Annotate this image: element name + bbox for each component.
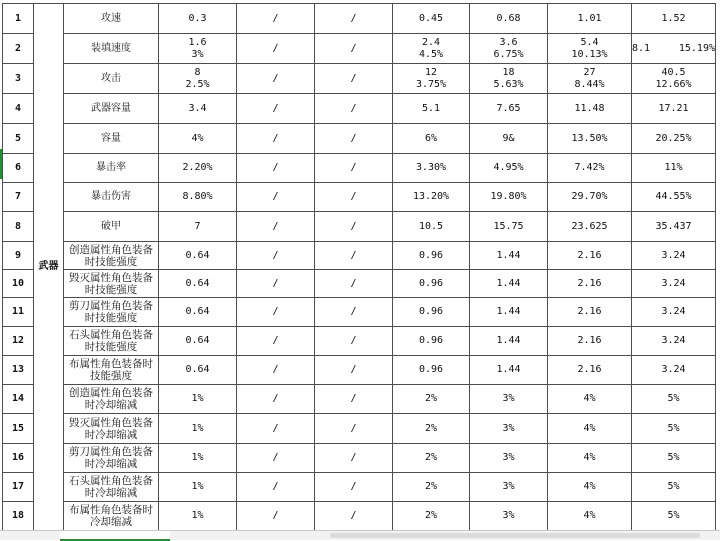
- empty-slash-cell[interactable]: /: [315, 444, 393, 473]
- table-row: [3, 385, 716, 414]
- level3-cell-value-1: 1.01: [577, 12, 602, 24]
- level1-cell-value-1: 0.96: [418, 249, 444, 261]
- base-cell[interactable]: [159, 385, 237, 414]
- level2-cell[interactable]: [470, 502, 548, 531]
- table-row: [3, 327, 716, 356]
- table-row: [3, 212, 716, 242]
- level4-cell-value-1: 5%: [667, 393, 680, 404]
- level2-cell[interactable]: [470, 64, 548, 94]
- level4-cell-value-2: 15.19%: [678, 42, 715, 54]
- level4-cell[interactable]: [632, 34, 716, 64]
- level4-cell-value-1: 1.52: [661, 12, 686, 24]
- stat-name-cell[interactable]: 毁灭属性角色装备时技能强度: [64, 270, 159, 298]
- empty-slash-cell[interactable]: /: [315, 34, 393, 64]
- level1-cell-value-1: 2%: [424, 452, 438, 463]
- stat-name-cell[interactable]: 石头属性角色装备时技能强度: [64, 327, 159, 356]
- level3-cell[interactable]: [548, 502, 632, 531]
- level1-cell-value-1: 0.96: [418, 364, 444, 375]
- base-cell-value-1: 1%: [191, 422, 204, 434]
- table-row: [3, 242, 716, 270]
- level4-cell[interactable]: [632, 94, 716, 124]
- empty-slash-cell[interactable]: /: [315, 473, 393, 502]
- level1-cell-value-1: 0.45: [418, 12, 444, 24]
- stat-name-cell[interactable]: 创造属性角色装备时冷却缩减: [64, 385, 159, 414]
- level4-cell-value-1: 5%: [667, 481, 680, 492]
- level2-cell[interactable]: [470, 327, 548, 356]
- empty-slash-cell[interactable]: /: [315, 327, 393, 356]
- empty-slash-cell[interactable]: /: [237, 94, 315, 124]
- level1-cell[interactable]: [393, 414, 470, 444]
- level3-cell-value-1: 2.16: [577, 277, 602, 289]
- stat-name-cell[interactable]: 破甲: [64, 212, 159, 242]
- base-cell-value-1: 0.64: [185, 277, 210, 289]
- level4-cell[interactable]: [632, 356, 716, 385]
- level1-cell-value-1: 2%: [424, 422, 438, 434]
- empty-slash-cell[interactable]: /: [237, 124, 315, 154]
- level2-cell-value-1: 1.44: [496, 249, 521, 261]
- empty-slash-cell[interactable]: /: [315, 124, 393, 154]
- level3-cell-value-1: 7.42%: [574, 162, 605, 173]
- base-cell-value-1: 1%: [191, 510, 204, 521]
- base-cell[interactable]: [159, 473, 237, 502]
- row-number: 10: [3, 270, 34, 298]
- level1-cell[interactable]: [393, 356, 470, 385]
- empty-slash-cell[interactable]: /: [315, 270, 393, 298]
- level4-cell[interactable]: [632, 327, 716, 356]
- empty-slash-cell[interactable]: /: [315, 212, 393, 242]
- level3-cell-value-2: 10.13%: [571, 48, 608, 60]
- level1-cell-value-2: 4.5%: [418, 48, 444, 60]
- empty-slash-cell[interactable]: /: [237, 34, 315, 64]
- level2-cell-value-1: 3.6: [499, 36, 518, 48]
- level2-cell[interactable]: [470, 183, 548, 212]
- level2-cell[interactable]: [470, 124, 548, 154]
- level4-cell[interactable]: [632, 4, 716, 34]
- level1-cell[interactable]: [393, 94, 470, 124]
- level2-cell-value-1: 3%: [502, 422, 515, 434]
- stat-name-cell[interactable]: 装填速度: [64, 34, 159, 64]
- level3-cell[interactable]: [548, 444, 632, 473]
- level2-cell-value-1: 1.44: [496, 306, 521, 317]
- stat-name-cell[interactable]: 布属性角色装备时冷却缩减: [64, 502, 159, 531]
- level2-cell-value-1: 4.95%: [493, 162, 524, 173]
- empty-slash-cell[interactable]: /: [237, 64, 315, 94]
- base-cell[interactable]: [159, 124, 237, 154]
- level2-cell-value-1: 1.44: [496, 277, 521, 289]
- level1-cell-value-1: 6%: [424, 132, 438, 144]
- level1-cell-value-1: 12: [424, 66, 438, 78]
- level1-cell-value-1: 10.5: [418, 220, 444, 232]
- empty-slash-cell[interactable]: /: [237, 183, 315, 212]
- stat-name-cell[interactable]: 攻击: [64, 64, 159, 94]
- level3-cell[interactable]: [548, 212, 632, 242]
- level3-cell-value-1: 2.16: [577, 335, 602, 346]
- empty-slash-cell[interactable]: /: [315, 154, 393, 183]
- level3-cell[interactable]: [548, 242, 632, 270]
- level2-cell-value-1: 1.44: [496, 335, 521, 346]
- level2-cell[interactable]: [470, 444, 548, 473]
- table-row: [3, 183, 716, 212]
- level4-cell-value-1: 20.25%: [655, 132, 692, 144]
- level3-cell-value-2: 8.44%: [574, 78, 605, 90]
- level4-cell[interactable]: [632, 124, 716, 154]
- level4-cell-value-1: 5%: [667, 510, 680, 521]
- base-cell-value-1: 1%: [191, 452, 204, 463]
- level4-cell-value-1: 3.24: [661, 306, 686, 317]
- level4-cell[interactable]: [632, 212, 716, 242]
- level4-cell[interactable]: [632, 444, 716, 473]
- base-cell[interactable]: [159, 64, 237, 94]
- level1-cell-value-2: 3.75%: [415, 78, 447, 90]
- level3-cell-value-1: 13.50%: [571, 132, 608, 144]
- level3-cell[interactable]: [548, 154, 632, 183]
- base-cell-value-1: 1%: [191, 481, 204, 492]
- row-number: 4: [3, 94, 34, 124]
- level4-cell-value-1: 5%: [667, 422, 680, 434]
- row-number: 5: [3, 124, 34, 154]
- level4-cell-value-1: 3.24: [661, 249, 686, 261]
- level2-cell[interactable]: [470, 298, 548, 327]
- level3-cell[interactable]: [548, 298, 632, 327]
- empty-slash-cell[interactable]: /: [315, 298, 393, 327]
- table-row: [3, 154, 716, 183]
- base-cell-value-1: 7: [194, 220, 201, 232]
- level3-cell-value-1: 11.48: [574, 102, 605, 114]
- level3-cell-value-1: 4%: [583, 393, 596, 404]
- level2-cell-value-2: 6.75%: [493, 48, 524, 60]
- level1-cell-value-1: 2%: [424, 481, 438, 492]
- table-row: [3, 270, 716, 298]
- level3-cell-value-1: 4%: [583, 422, 596, 434]
- level3-cell[interactable]: [548, 64, 632, 94]
- level2-cell-value-1: 3%: [502, 393, 515, 404]
- level1-cell[interactable]: [393, 502, 470, 531]
- empty-slash-cell[interactable]: /: [237, 327, 315, 356]
- level3-cell[interactable]: [548, 356, 632, 385]
- level2-cell[interactable]: [470, 356, 548, 385]
- empty-slash-cell[interactable]: /: [237, 444, 315, 473]
- row-number: 16: [3, 444, 34, 473]
- base-cell-value-1: 8: [194, 66, 201, 78]
- level4-cell-value-1: 40.5: [661, 66, 686, 78]
- level2-cell-value-1: 19.80%: [490, 191, 527, 202]
- level3-cell-value-1: 5.4: [580, 36, 599, 48]
- level1-cell[interactable]: [393, 4, 470, 34]
- empty-slash-cell[interactable]: /: [237, 414, 315, 444]
- empty-slash-cell[interactable]: /: [315, 242, 393, 270]
- level4-cell[interactable]: [632, 64, 716, 94]
- level1-cell[interactable]: [393, 473, 470, 502]
- base-cell-value-1: 1.6: [188, 36, 207, 48]
- empty-slash-cell[interactable]: /: [237, 270, 315, 298]
- level1-cell-value-1: 2%: [424, 510, 438, 521]
- table-row: [3, 124, 716, 154]
- level1-cell[interactable]: [393, 242, 470, 270]
- base-cell[interactable]: [159, 444, 237, 473]
- level3-cell-value-1: 29.70%: [571, 191, 608, 202]
- level4-cell[interactable]: [632, 242, 716, 270]
- level1-cell[interactable]: [393, 298, 470, 327]
- base-cell[interactable]: [159, 270, 237, 298]
- stat-name-cell[interactable]: 武器容量: [64, 94, 159, 124]
- stat-name-cell[interactable]: 剪刀属性角色装备时冷却缩减: [64, 444, 159, 473]
- level1-cell[interactable]: [393, 270, 470, 298]
- stat-name-cell[interactable]: 暴击伤害: [64, 183, 159, 212]
- table-row: [3, 94, 716, 124]
- level4-cell-value-1: 5%: [667, 452, 680, 463]
- empty-slash-cell[interactable]: /: [237, 502, 315, 531]
- row-number: 3: [3, 64, 34, 94]
- empty-slash-cell[interactable]: /: [315, 4, 393, 34]
- level2-cell[interactable]: [470, 94, 548, 124]
- level1-cell-value-1: 0.96: [418, 277, 444, 289]
- base-cell[interactable]: [159, 327, 237, 356]
- stat-name-cell[interactable]: 剪刀属性角色装备时技能强度: [64, 298, 159, 327]
- empty-slash-cell[interactable]: /: [237, 385, 315, 414]
- row-number: 17: [3, 473, 34, 502]
- level1-cell-value-1: 2.4: [421, 36, 441, 48]
- table-row: [3, 444, 716, 473]
- empty-slash-cell[interactable]: /: [315, 385, 393, 414]
- level4-cell[interactable]: [632, 270, 716, 298]
- level4-cell[interactable]: [632, 154, 716, 183]
- level2-cell-value-1: 9&: [502, 132, 515, 144]
- level3-cell[interactable]: [548, 183, 632, 212]
- stat-name-cell[interactable]: 攻速: [64, 4, 159, 34]
- empty-slash-cell[interactable]: /: [237, 154, 315, 183]
- base-cell[interactable]: [159, 502, 237, 531]
- base-cell[interactable]: [159, 414, 237, 444]
- level2-cell-value-1: 1.44: [496, 364, 521, 375]
- empty-slash-cell[interactable]: /: [237, 4, 315, 34]
- row-number: 1: [3, 4, 34, 34]
- level4-cell-value-1: 3.24: [661, 335, 686, 346]
- category-cell[interactable]: 武器: [34, 4, 64, 531]
- base-cell-value-1: 0.64: [185, 335, 210, 346]
- level3-cell[interactable]: [548, 473, 632, 502]
- level3-cell[interactable]: [548, 34, 632, 64]
- base-cell-value-1: 8.80%: [182, 191, 213, 202]
- level1-cell[interactable]: [393, 154, 470, 183]
- level3-cell-value-1: 4%: [583, 510, 596, 521]
- row-number: 2: [3, 34, 34, 64]
- level2-cell-value-1: 18: [502, 66, 515, 78]
- level4-cell-value-1: 3.24: [661, 364, 686, 375]
- empty-slash-cell[interactable]: /: [315, 94, 393, 124]
- level1-cell[interactable]: [393, 212, 470, 242]
- stat-name-cell[interactable]: 创造属性角色装备时技能强度: [64, 242, 159, 270]
- table-row: [3, 34, 716, 64]
- level2-cell-value-1: 15.75: [493, 220, 524, 232]
- level2-cell[interactable]: [470, 473, 548, 502]
- level1-cell[interactable]: [393, 34, 470, 64]
- base-cell[interactable]: [159, 212, 237, 242]
- base-cell-value-1: 3.4: [188, 102, 207, 114]
- level3-cell[interactable]: [548, 385, 632, 414]
- table-row: [3, 414, 716, 444]
- stat-name-cell[interactable]: 布属性角色装备时技能强度: [64, 356, 159, 385]
- table-row: [3, 298, 716, 327]
- level2-cell-value-2: 5.63%: [493, 78, 524, 90]
- level4-cell-value-1: 44.55%: [655, 191, 692, 202]
- empty-slash-cell[interactable]: /: [237, 298, 315, 327]
- base-cell-value-1: 0.64: [185, 306, 210, 317]
- level4-cell[interactable]: [632, 385, 716, 414]
- row-number: 11: [3, 298, 34, 327]
- level2-cell-value-1: 3%: [502, 481, 515, 492]
- level4-cell[interactable]: [632, 298, 716, 327]
- level4-cell-value-1: 35.437: [655, 220, 692, 232]
- level2-cell-value-1: 3%: [502, 452, 515, 463]
- level3-cell[interactable]: [548, 327, 632, 356]
- level1-cell-value-1: 0.96: [418, 335, 444, 346]
- base-cell[interactable]: [159, 356, 237, 385]
- level3-cell-value-1: 4%: [583, 481, 596, 492]
- level1-cell[interactable]: [393, 64, 470, 94]
- level3-cell[interactable]: [548, 270, 632, 298]
- base-cell-value-2: 2.5%: [185, 78, 210, 90]
- level3-cell-value-1: 27: [583, 66, 596, 78]
- level2-cell-value-1: 0.68: [496, 12, 521, 24]
- level4-cell[interactable]: [632, 183, 716, 212]
- level3-cell[interactable]: [548, 4, 632, 34]
- level3-cell[interactable]: [548, 414, 632, 444]
- level1-cell[interactable]: [393, 124, 470, 154]
- empty-slash-cell[interactable]: /: [237, 473, 315, 502]
- level2-cell[interactable]: [470, 154, 548, 183]
- empty-slash-cell[interactable]: /: [315, 502, 393, 531]
- level1-cell[interactable]: [393, 444, 470, 473]
- row-number: 13: [3, 356, 34, 385]
- level1-cell-value-1: 2%: [424, 393, 438, 404]
- level2-cell-value-1: 3%: [502, 510, 515, 521]
- level2-cell[interactable]: [470, 34, 548, 64]
- row-number: 7: [3, 183, 34, 212]
- level1-cell-value-1: 5.1: [421, 102, 441, 114]
- level2-cell-value-1: 7.65: [496, 102, 521, 114]
- empty-slash-cell[interactable]: /: [315, 414, 393, 444]
- base-cell[interactable]: [159, 34, 237, 64]
- empty-slash-cell[interactable]: /: [315, 64, 393, 94]
- level3-cell-value-1: 4%: [583, 452, 596, 463]
- level4-cell-value-1: 8.1: [632, 42, 651, 54]
- level4-cell-value-1: 3.24: [661, 277, 686, 289]
- stat-name-cell[interactable]: 暴击率: [64, 154, 159, 183]
- row-number: 9: [3, 242, 34, 270]
- base-cell[interactable]: [159, 94, 237, 124]
- level2-cell[interactable]: [470, 414, 548, 444]
- base-cell[interactable]: [159, 154, 237, 183]
- level4-cell[interactable]: [632, 414, 716, 444]
- empty-slash-cell[interactable]: /: [315, 183, 393, 212]
- level1-cell-value-1: 13.20%: [412, 191, 450, 202]
- level2-cell[interactable]: [470, 212, 548, 242]
- row-number: 8: [3, 212, 34, 242]
- stat-name-cell[interactable]: 石头属性角色装备时冷却缩减: [64, 473, 159, 502]
- level3-cell-value-1: 23.625: [571, 220, 608, 232]
- row-number: 15: [3, 414, 34, 444]
- row-number: 6: [3, 154, 34, 183]
- level1-cell[interactable]: [393, 183, 470, 212]
- base-cell-value-1: 2.20%: [182, 162, 213, 173]
- empty-slash-cell[interactable]: /: [237, 212, 315, 242]
- level3-cell[interactable]: [548, 94, 632, 124]
- row-number: 14: [3, 385, 34, 414]
- sheet-tab[interactable]: [60, 531, 170, 541]
- level2-cell[interactable]: [470, 385, 548, 414]
- level3-cell-value-1: 2.16: [577, 249, 602, 261]
- base-cell-value-1: 0.64: [185, 364, 210, 375]
- empty-slash-cell[interactable]: /: [315, 356, 393, 385]
- empty-slash-cell[interactable]: /: [237, 356, 315, 385]
- stat-name-cell[interactable]: 毁灭属性角色装备时冷却缩减: [64, 414, 159, 444]
- base-cell[interactable]: [159, 4, 237, 34]
- weapon-stats-table: [2, 3, 716, 531]
- table-row: [3, 4, 716, 34]
- table-row: [3, 502, 716, 531]
- level2-cell[interactable]: [470, 242, 548, 270]
- level1-cell-value-1: 0.96: [418, 306, 444, 317]
- table-row: [3, 473, 716, 502]
- level1-cell[interactable]: [393, 327, 470, 356]
- row-number: 18: [3, 502, 34, 531]
- level2-cell[interactable]: [470, 270, 548, 298]
- level4-cell-value-2: 12.66%: [655, 78, 692, 90]
- base-cell[interactable]: [159, 242, 237, 270]
- base-cell[interactable]: [159, 183, 237, 212]
- table-row: [3, 356, 716, 385]
- level2-cell[interactable]: [470, 4, 548, 34]
- level4-cell[interactable]: [632, 502, 716, 531]
- base-cell-value-1: 1%: [191, 393, 204, 404]
- base-cell-value-1: 0.3: [188, 12, 207, 24]
- horizontal-scrollbar[interactable]: [330, 533, 700, 538]
- base-cell-value-2: 3%: [191, 48, 204, 60]
- stat-name-cell[interactable]: 容量: [64, 124, 159, 154]
- table-row: [3, 64, 716, 94]
- empty-slash-cell[interactable]: /: [237, 242, 315, 270]
- level3-cell-value-1: 2.16: [577, 364, 602, 375]
- base-cell-value-1: 0.64: [185, 249, 210, 261]
- level3-cell[interactable]: [548, 124, 632, 154]
- level1-cell[interactable]: [393, 385, 470, 414]
- level4-cell-value-1: 11%: [664, 162, 683, 173]
- base-cell-value-1: 4%: [191, 132, 204, 144]
- base-cell[interactable]: [159, 298, 237, 327]
- level1-cell-value-1: 3.30%: [415, 162, 447, 173]
- level4-cell-value-1: 17.21: [658, 102, 689, 114]
- row-number: 12: [3, 327, 34, 356]
- level3-cell-value-1: 2.16: [577, 306, 602, 317]
- level4-cell[interactable]: [632, 473, 716, 502]
